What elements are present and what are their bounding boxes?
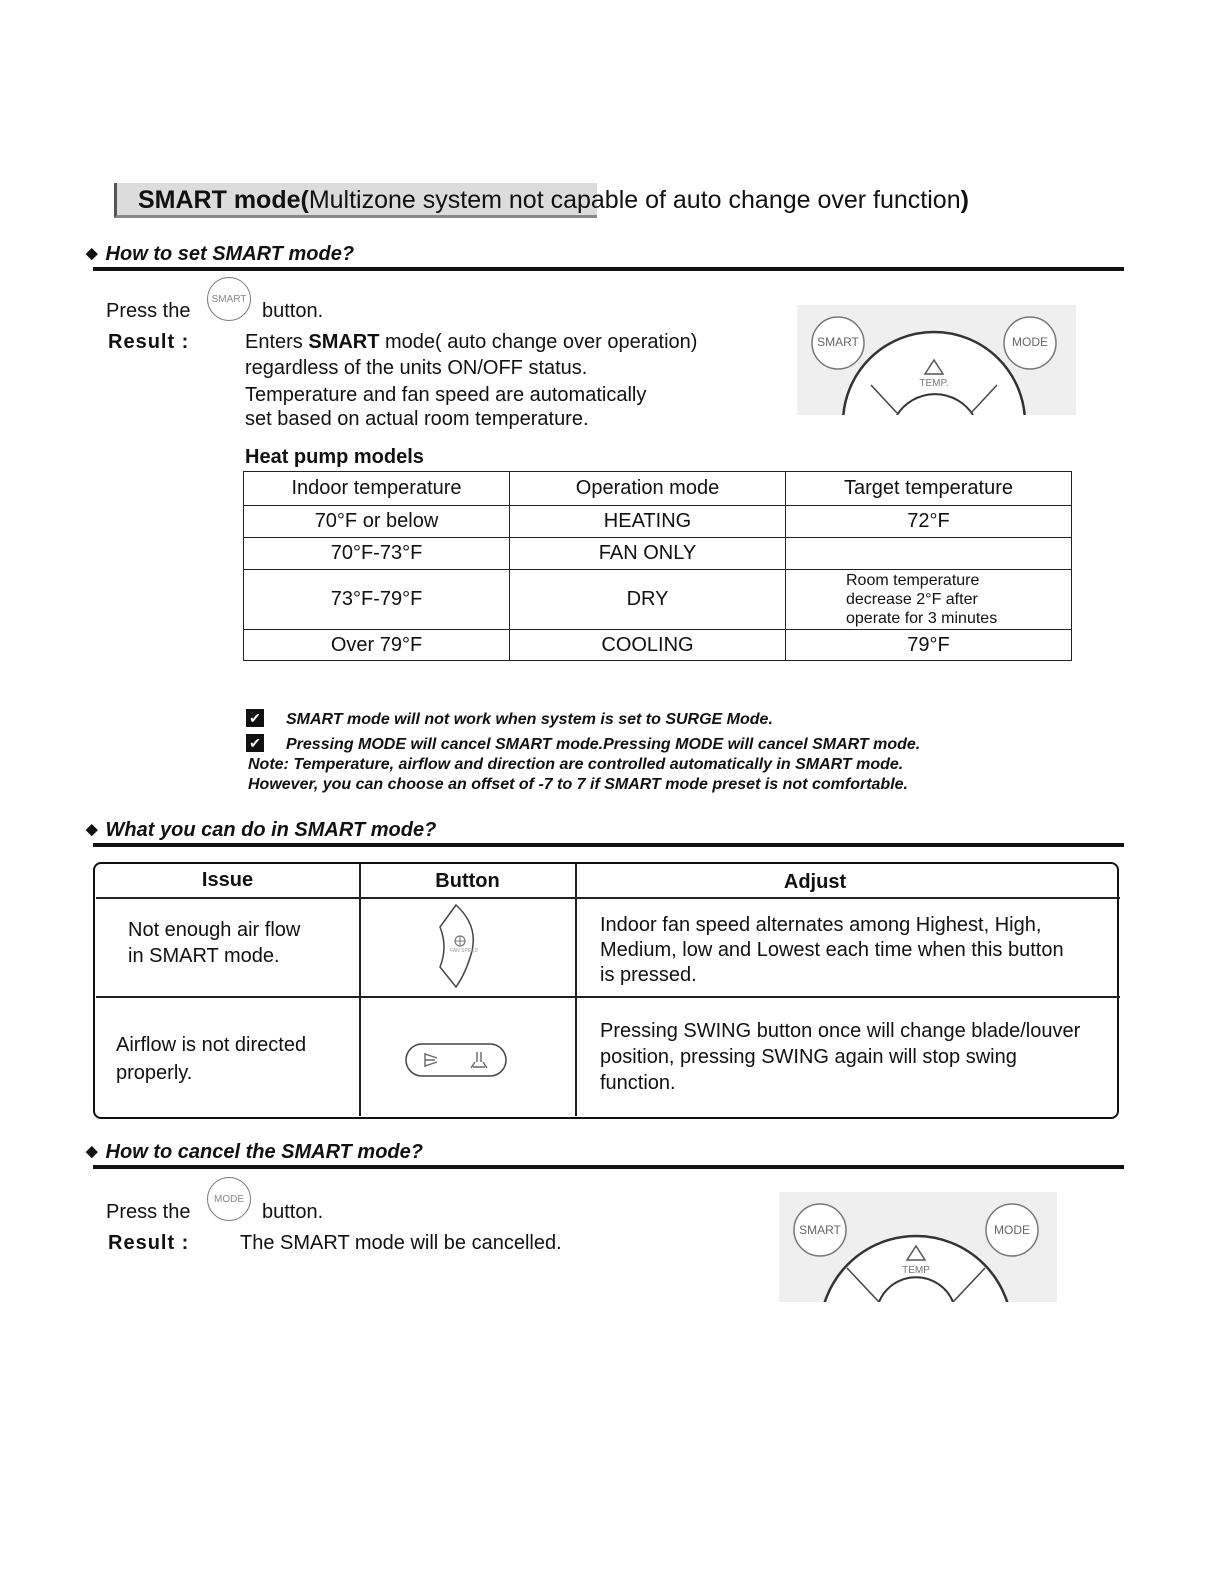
table-divider (359, 864, 361, 1116)
cell-mode: FAN ONLY (510, 538, 786, 570)
remote-smart-label: SMART (817, 335, 859, 349)
section-header-cancel-smart: ◆ How to cancel the SMART mode? (86, 1141, 423, 1163)
page-title: SMART mode(Multizone system not capable of auto change over function) (138, 186, 969, 214)
issue-cell: Airflow is not directed properly. (116, 1034, 307, 1084)
result-line-4: set based on actual room temperature. (245, 408, 589, 430)
remote-panel-smart (797, 305, 1076, 415)
result-line-2: regardless of the units ON/OFF status. (245, 357, 588, 379)
table-divider (96, 897, 1120, 899)
table-row (244, 630, 1072, 661)
note-line-2: However, you can choose an offset of -7 to 7 if SMART mode preset is not comfortable. (248, 776, 908, 793)
adjust-cell: Indoor fan speed alternates among Highest, High, Medium, low and Lowest each time when this button is pressed. (600, 914, 1064, 986)
table-row (244, 506, 1072, 538)
section-rule (93, 843, 1124, 847)
swing-button-drawing (405, 1043, 507, 1077)
result-text: The SMART mode will be cancelled. (240, 1232, 562, 1254)
cell-target: 72°F (786, 506, 1072, 538)
remote-drawing (797, 305, 1076, 415)
table-row (244, 570, 1072, 630)
mode-button-icon: MODE (207, 1177, 251, 1221)
remote-drawing (779, 1192, 1057, 1302)
swing-icon (405, 1043, 507, 1082)
section-header-set-smart: ◆ How to set SMART mode? (86, 243, 355, 265)
cell-target (786, 538, 1072, 570)
fan-speed-icon (436, 903, 479, 996)
smart-button-icon: SMART (207, 277, 251, 321)
remote-panel-mode (779, 1192, 1057, 1302)
cell-indoor: 73°F-79°F (244, 570, 510, 630)
remote-mode-label: MODE (1012, 335, 1048, 349)
remote-temp-label: TEMP. (919, 378, 949, 389)
remote-mode-label: MODE (994, 1223, 1030, 1237)
cell-indoor: 70°F-73°F (244, 538, 510, 570)
fan-speed-button-drawing (436, 903, 479, 991)
diamond-bullet-icon: ◆ (86, 1143, 98, 1160)
diamond-bullet-icon: ◆ (86, 821, 98, 838)
note-check-2: Pressing MODE will cancel SMART mode.Pressing MODE will cancel SMART mode. (286, 736, 921, 753)
remote-temp-label: TEMP (902, 1265, 930, 1276)
result-label: Result : (108, 1232, 190, 1254)
heat-pump-heading: Heat pump models (245, 446, 424, 468)
result-label: Result : (108, 331, 190, 353)
result-line-1: Enters SMART mode( auto change over operation) (245, 331, 698, 353)
cell-mode: DRY (510, 570, 786, 630)
table-divider (96, 996, 1120, 998)
issue-cell: Not enough air flow in SMART mode. (128, 919, 301, 967)
cell-target-multiline: Room temperature decrease 2°F after operate for 3 minutes (786, 570, 1072, 630)
col-header-button: Button (435, 870, 500, 892)
col-header-mode: Operation mode (510, 472, 786, 506)
remote-smart-label: SMART (799, 1223, 841, 1237)
cell-indoor: Over 79°F (244, 630, 510, 661)
cell-target: 79°F (786, 630, 1072, 661)
col-header-adjust: Adjust (783, 871, 847, 893)
adjust-cell: Pressing SWING button once will change blade/louver position, pressing SWING again will stop swing function. (600, 1020, 1081, 1094)
button-word: button. (262, 1201, 324, 1223)
button-word: button. (262, 300, 324, 322)
col-header-issue: Issue (201, 869, 254, 891)
table-divider (575, 864, 577, 1116)
checkmark-icon: ✔ (246, 709, 264, 727)
heat-pump-table (243, 471, 1072, 661)
cell-indoor: 70°F or below (244, 506, 510, 538)
press-the-text: Press the (106, 300, 191, 322)
result-line-3: Temperature and fan speed are automatically (245, 384, 647, 406)
fan-speed-label: FAN SPEED (450, 948, 479, 954)
cell-mode: COOLING (510, 630, 786, 661)
checkmark-icon: ✔ (246, 734, 264, 752)
note-check-1: SMART mode will not work when system is set to SURGE Mode. (286, 711, 773, 728)
diamond-bullet-icon: ◆ (86, 245, 98, 262)
col-header-target: Target temperature (786, 472, 1072, 506)
table-header-row (244, 472, 1072, 506)
cell-mode: HEATING (510, 506, 786, 538)
section-rule (93, 267, 1124, 271)
note-line-1: Note: Temperature, airflow and direction are controlled automatically in SMART mode. (248, 756, 904, 773)
col-header-indoor: Indoor temperature (244, 472, 510, 506)
section-header-what-you-can-do: ◆ What you can do in SMART mode? (86, 819, 437, 841)
section-rule (93, 1165, 1124, 1169)
table-row (244, 538, 1072, 570)
press-the-text: Press the (106, 1201, 191, 1223)
